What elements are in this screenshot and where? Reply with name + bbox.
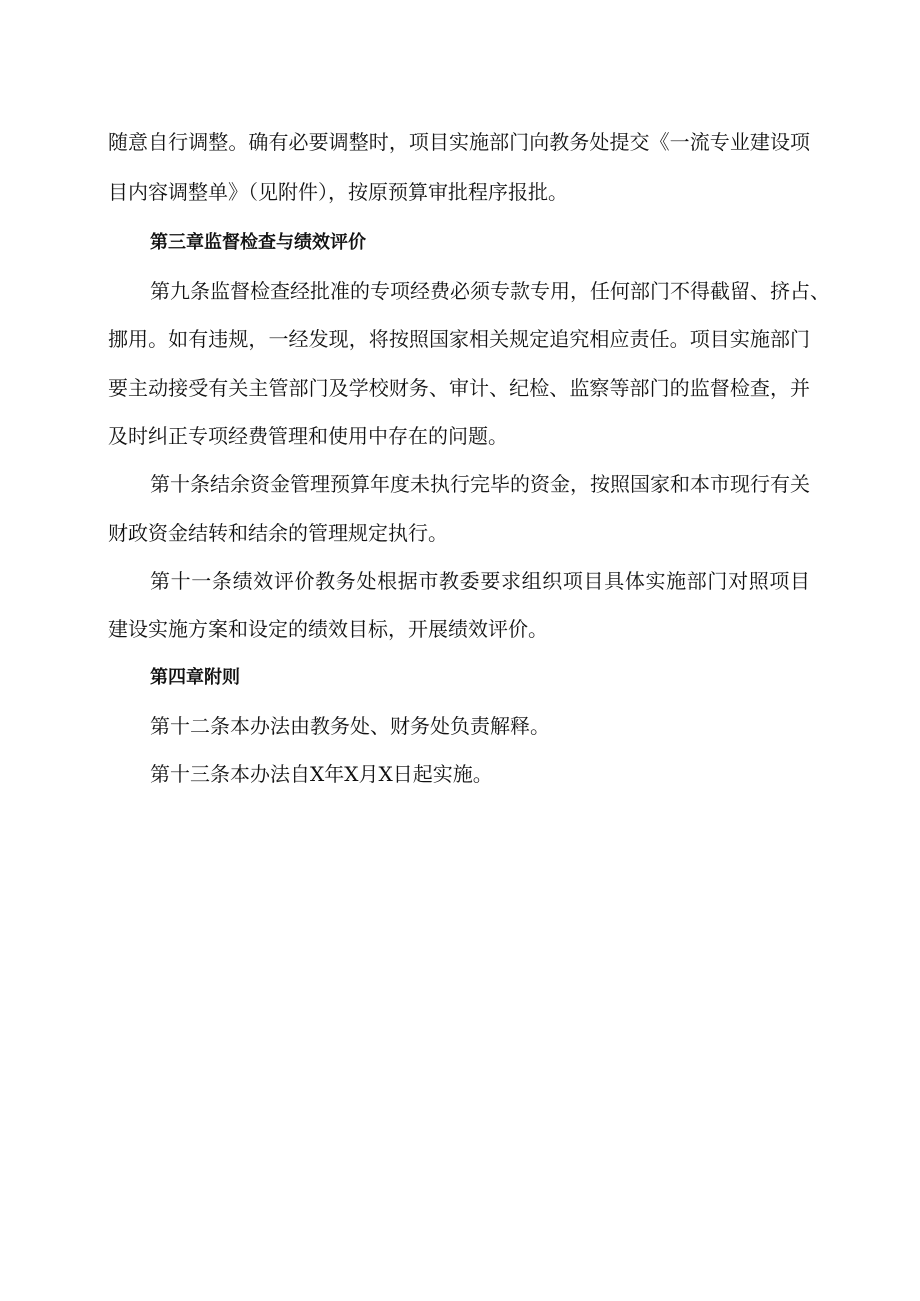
paragraph-line: 第十二条本办法由教务处、财务处负责解释。 [150,714,550,738]
paragraph-line: 目内容调整单》（见附件），按原预算审批程序报批。 [108,180,568,204]
paragraph-line: 财政资金结转和结余的管理规定执行。 [108,521,448,545]
paragraph-line: 建设实施方案和设定的绩效目标，开展绩效评价。 [108,617,548,641]
paragraph-line: 随意自行调整。确有必要调整时，项目实施部门向教务处提交《一流专业建设项 [108,130,810,154]
paragraph-line: 挪用。如有违规，一经发现，将按照国家相关规定追究相应责任。项目实施部门 [108,327,810,351]
paragraph-line: 第十条结余资金管理预算年度未执行完毕的资金，按照国家和本市现行有关 [150,472,810,496]
paragraph-line: 要主动接受有关主管部门及学校财务、审计、纪检、监察等部门的监督检查，并 [108,376,810,400]
paragraph-line: 第十一条绩效评价教务处根据市教委要求组织项目具体实施部门对照项目 [150,569,810,593]
paragraph-line: 第九条监督检查经批准的专项经费必须专款专用，任何部门不得截留、挤占、 [150,279,830,303]
paragraph-line: 第十三条本办法自X年X月X日起实施。 [150,762,493,786]
paragraph-line: 及时纠正专项经费管理和使用中存在的问题。 [108,424,508,448]
chapter-title: 第四章附则 [150,667,240,688]
chapter-title: 第三章监督检查与绩效评价 [150,232,366,253]
